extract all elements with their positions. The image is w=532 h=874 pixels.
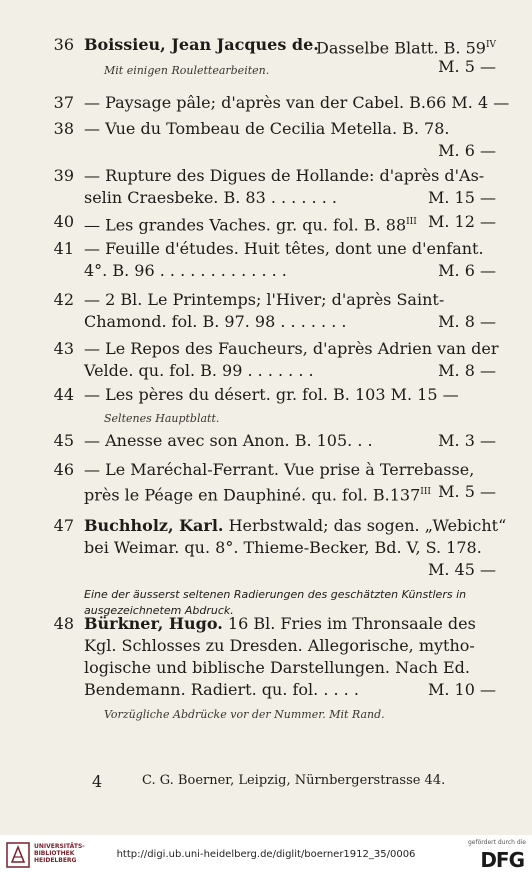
state-sup: IV	[485, 40, 496, 50]
entry-text: — Les pères du désert. gr. fol. B. 103 M. 15 —	[84, 385, 459, 404]
state-sup: III	[420, 487, 431, 497]
entry-price: M. 5 —	[438, 482, 496, 501]
page-number: 4	[92, 772, 103, 791]
entry-price: M. 45 —	[428, 560, 496, 579]
entry-41: 41 — Feuille d'études. Huit têtes, dont une d'enfant. 4°. B. 96 . . . . . . . . . . . . . M. 6 —	[53, 239, 496, 280]
library-line: UNIVERSITÄTS-	[34, 843, 85, 850]
library-line: HEIDELBERG	[34, 857, 77, 864]
entry-text-cont: bei Weimar. qu. 8°. Thieme-Becker, Bd. V, S. 178.	[84, 538, 482, 557]
entry-text-cont: logische und biblische Darstellungen. Nach Ed.	[84, 658, 470, 677]
entry-text-cont: Chamond. fol. B. 97. 98 . . . . . . .	[84, 312, 347, 331]
entry-43: 43 — Le Repos des Faucheurs, d'après Adrien van der Velde. qu. fol. B. 99 . . . . . . . M. 8 —	[53, 339, 499, 380]
funder-note: gefördert durch die	[468, 839, 526, 846]
entry-text: — Rupture des Digues de Hollande: d'après d'As-	[84, 166, 485, 185]
entry-48: 48 Bürkner, Hugo. 16 Bl. Fries im Thronsaale des Kgl. Schlosses zu Dresden. Allegorische, mytho- logische und biblische Darstellungen. Nach Ed. Bendemann. Radiert. qu. fol. . . . . M. 10 — Vorzügliche Abdrücke vor der Nummer. Mit Rand.	[84, 613, 496, 723]
entry-text-cont: Velde. qu. fol. B. 99 . . . . . . .	[84, 361, 314, 380]
entry-price: M. 6 —	[438, 261, 496, 280]
entry-40: 40 — Les grandes Vaches. gr. qu. fol. B. $88^{III}$ M. 12 —	[53, 212, 496, 235]
entry-price: M. 3 —	[438, 431, 496, 450]
entry-price: M. 8 —	[438, 312, 496, 331]
entry-text: — Les grandes Vaches. gr. qu. fol. B. 88	[84, 215, 407, 235]
artist-name: Boissieu, Jean Jacques de.	[84, 35, 319, 54]
entry-37: 37 — Paysage pâle; d'après van der Cabel. B.66 M. 4 —	[53, 93, 510, 112]
entry-44: 44 — Les pères du désert. gr. fol. B. 103 M. 15 — Seltenes Hauptblatt.	[84, 384, 496, 428]
entry-note: Mit einigen Roulettearbeiten.	[104, 64, 270, 77]
entry-47: 47 Buchholz, Karl. Herbstwald; das sogen. „Webicht“ bei Weimar. qu. 8°. Thieme-Becker, Bd. V, S. 178. M. 45 — Eine der äusserst seltenen Radierungen des geschätzten Künstlers in ausgezeichnetem Abdruck.	[53, 516, 507, 617]
entry-42: 42 — 2 Bl. Le Printemps; l'Hiver; d'après Saint- Chamond. fol. B. 97. 98 . . . . . . . M. 8 —	[53, 290, 496, 331]
entry-price: M. 6 —	[438, 141, 496, 160]
entry-price: M. 10 —	[428, 680, 496, 699]
entry-price: M. 15 —	[428, 188, 496, 207]
entry-price: M. 5 —	[438, 57, 496, 76]
entry-text-cont: Bendemann. Radiert. qu. fol. . . . .	[84, 680, 359, 699]
entry-text-cont: Kgl. Schlosses zu Dresden. Allegorische, mytho-	[84, 636, 475, 655]
entry-note: Vorzügliche Abdrücke vor der Nummer. Mit Rand.	[104, 708, 385, 721]
entry-note: Eine der äusserst seltenen Radierungen des geschätzten Künstlers in ausgezeichnetem Abdruck.	[84, 588, 467, 617]
entry-text: — Le Repos des Faucheurs, d'après Adrien van der	[84, 339, 499, 358]
entry-text-cont: selin Craesbeke. B. 83 . . . . . . .	[84, 188, 337, 207]
entry-text: — Anesse avec son Anon. B. 105. . .	[84, 431, 373, 450]
entry-46: 46 — Le Maréchal-Ferrant. Vue prise à Terrebasse, près le Péage en Dauphiné. qu. fol. $B.137^{III}$ M. 5 —	[53, 460, 496, 505]
library-line: BIBLIOTHEK	[34, 850, 75, 857]
entry-39: 39 — Rupture des Digues de Hollande: d'après d'As- selin Craesbeke. B. 83 . . . . . . . M. 15 —	[53, 166, 496, 207]
entry-price: M. 8 —	[438, 361, 496, 380]
entry-36: 36 Boissieu, Jean Jacques de. Dasselbe Blatt. B. $59^{IV}$ Mit einigen Roulettearbeiten. M. 5 —	[84, 34, 496, 78]
entry-text: Dasselbe Blatt. B. 59	[316, 38, 486, 58]
entry-note: Seltenes Hauptblatt.	[104, 412, 220, 425]
document-url-link[interactable]: http://digi.ub.uni-heidelberg.de/diglit/boerner1912_35/0006	[116, 849, 416, 860]
entry-price: M. 12 —	[428, 212, 496, 231]
entry-text: — Paysage pâle; d'après van der Cabel. B.66 M. 4 —	[84, 93, 510, 112]
publisher-text: C. G. Boerner, Leipzig, Nürnbergerstrasse 44.	[142, 773, 446, 788]
entry-text: 16 Bl. Fries im Thronsaale des	[227, 614, 476, 633]
dfg-logo-icon[interactable]: DFG	[480, 848, 524, 872]
entry-38: 38 — Vue du Tombeau de Cecilia Metella. B. 78. M. 6 —	[53, 119, 496, 160]
entry-text: — 2 Bl. Le Printemps; l'Hiver; d'après Saint-	[84, 290, 445, 309]
entry-text: — Feuille d'études. Huit têtes, dont une d'enfant.	[84, 239, 484, 258]
viewer-bottom-bar	[0, 835, 532, 874]
artist-name: Buchholz, Karl.	[84, 516, 224, 535]
entry-text-cont: 4°. B. 96 . . . . . . . . . . . . .	[84, 261, 287, 280]
artist-name: Bürkner, Hugo.	[84, 614, 223, 633]
entry-text: — Vue du Tombeau de Cecilia Metella. B. 78.	[84, 119, 450, 138]
entry-text-cont: près le Péage en Dauphiné. qu. fol. B.137	[84, 485, 421, 505]
state-sup: III	[406, 217, 417, 227]
entry-45: 45 — Anesse avec son Anon. B. 105. . . M. 3 —	[53, 431, 496, 450]
entry-text: — Le Maréchal-Ferrant. Vue prise à Terrebasse,	[84, 460, 475, 479]
entry-text: Herbstwald; das sogen. „Webicht“	[228, 516, 507, 535]
